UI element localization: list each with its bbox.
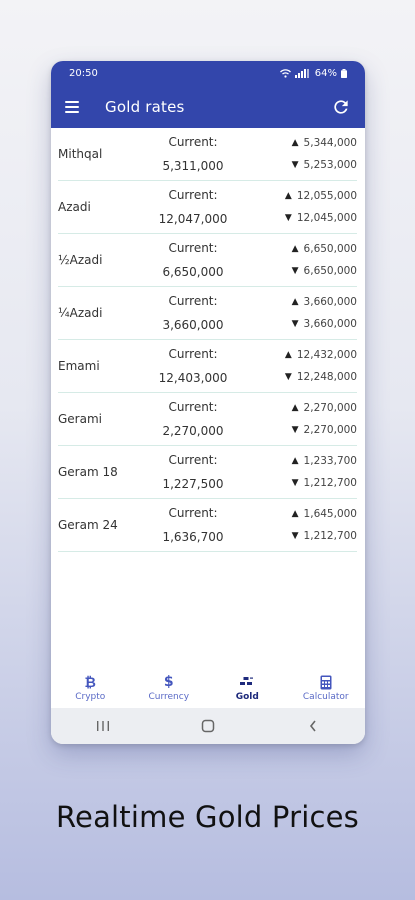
status-indicators: [280, 68, 347, 79]
rate-current: [138, 294, 248, 332]
current-label: Current:: [168, 135, 218, 149]
home-icon[interactable]: [188, 714, 228, 738]
bitcoin-icon: ₿: [84, 674, 96, 691]
rate-current: [138, 453, 248, 491]
arrow-up-icon: ▲: [291, 297, 299, 307]
app-bar: [51, 85, 365, 128]
rate-name: Geram 18: [58, 465, 118, 479]
current-value: 1,636,700: [162, 530, 224, 544]
nav-calculator[interactable]: [291, 674, 361, 702]
current-value: 3,660,000: [162, 318, 224, 332]
current-value: 12,403,000: [158, 371, 228, 385]
page-title: Gold rates: [105, 97, 185, 116]
high-value: 12,432,000: [296, 349, 357, 361]
rate-row[interactable]: [58, 181, 357, 234]
arrow-down-icon: ▼: [291, 531, 299, 541]
rate-name: Azadi: [58, 200, 91, 214]
rate-high-low: [248, 349, 357, 383]
rate-high-low: [248, 296, 357, 330]
arrow-down-icon: ▼: [291, 266, 299, 276]
low-value: 2,270,000: [303, 424, 357, 436]
rate-name: Gerami: [58, 412, 102, 426]
rate-name: ½Azadi: [58, 253, 103, 267]
arrow-up-icon: ▲: [284, 350, 292, 360]
rate-high-low: [248, 137, 357, 171]
rate-current: [138, 400, 248, 438]
system-nav-bar: [51, 708, 365, 744]
arrow-up-icon: ▲: [291, 138, 299, 148]
arrow-down-icon: ▼: [291, 319, 299, 329]
rate-high-low: [248, 243, 357, 277]
low-value: 3,660,000: [303, 318, 357, 330]
current-label: Current:: [168, 347, 218, 361]
phone-frame: [51, 61, 365, 744]
promo-caption: Realtime Gold Prices: [55, 800, 359, 834]
rate-current: [138, 188, 248, 226]
current-label: Current:: [168, 453, 218, 467]
arrow-down-icon: ▼: [284, 213, 292, 223]
rate-name: Emami: [58, 359, 100, 373]
rate-row[interactable]: [58, 234, 357, 287]
arrow-down-icon: ▼: [284, 372, 292, 382]
arrow-down-icon: ▼: [291, 425, 299, 435]
current-value: 5,311,000: [162, 159, 224, 173]
high-value: 1,645,000: [303, 508, 357, 520]
rate-current: [138, 347, 248, 385]
battery-icon: [341, 69, 347, 78]
arrow-up-icon: ▲: [291, 509, 299, 519]
low-value: 6,650,000: [303, 265, 357, 277]
rate-row[interactable]: [58, 499, 357, 552]
gold-bars-icon: [239, 674, 255, 690]
rate-current: [138, 241, 248, 279]
rate-row[interactable]: [58, 393, 357, 446]
low-value: 12,248,000: [296, 371, 357, 383]
rate-row[interactable]: [58, 340, 357, 393]
high-value: 1,233,700: [303, 455, 357, 467]
rate-row[interactable]: [58, 446, 357, 499]
calculator-icon: [320, 674, 332, 690]
arrow-up-icon: ▲: [284, 191, 292, 201]
refresh-icon[interactable]: [329, 95, 353, 119]
signal-icon: [295, 69, 311, 78]
rate-row[interactable]: [58, 287, 357, 340]
arrow-up-icon: ▲: [291, 244, 299, 254]
current-value: 2,270,000: [162, 424, 224, 438]
current-value: 6,650,000: [162, 265, 224, 279]
rate-high-low: [248, 508, 357, 542]
rate-current: [138, 135, 248, 173]
current-label: Current:: [168, 294, 218, 308]
dollar-icon: $: [163, 674, 174, 690]
high-value: 3,660,000: [303, 296, 357, 308]
rate-high-low: [248, 190, 357, 224]
current-label: Current:: [168, 506, 218, 520]
low-value: 1,212,700: [303, 530, 357, 542]
rate-name: Mithqal: [58, 147, 103, 161]
nav-label: Gold: [235, 692, 259, 702]
high-value: 6,650,000: [303, 243, 357, 255]
high-value: 5,344,000: [303, 137, 357, 149]
nav-gold[interactable]: [212, 674, 282, 702]
nav-currency[interactable]: [134, 674, 204, 702]
rate-list: [51, 128, 365, 552]
rate-row[interactable]: [58, 128, 357, 181]
battery-level: 64%: [314, 67, 337, 79]
current-label: Current:: [168, 241, 218, 255]
arrow-down-icon: ▼: [291, 478, 299, 488]
recent-apps-icon[interactable]: [83, 714, 123, 738]
current-label: Current:: [168, 188, 218, 202]
arrow-up-icon: ▲: [291, 456, 299, 466]
low-value: 5,253,000: [303, 159, 357, 171]
high-value: 2,270,000: [303, 402, 357, 414]
back-icon[interactable]: [293, 714, 333, 738]
current-label: Current:: [168, 400, 218, 414]
current-value: 12,047,000: [158, 212, 228, 226]
rate-high-low: [248, 455, 357, 489]
rate-current: [138, 506, 248, 544]
rate-high-low: [248, 402, 357, 436]
rate-name: ¼Azadi: [58, 306, 103, 320]
high-value: 12,055,000: [296, 190, 357, 202]
arrow-up-icon: ▲: [291, 403, 299, 413]
low-value: 12,045,000: [296, 212, 357, 224]
nav-label: Crypto: [75, 692, 106, 702]
menu-icon[interactable]: [65, 101, 79, 113]
low-value: 1,212,700: [303, 477, 357, 489]
nav-crypto[interactable]: [55, 674, 125, 702]
status-time: 20:50: [69, 67, 98, 79]
current-value: 1,227,500: [162, 477, 224, 491]
rate-name: Geram 24: [58, 518, 118, 532]
arrow-down-icon: ▼: [291, 160, 299, 170]
bottom-nav: [51, 668, 365, 708]
nav-label: Calculator: [302, 692, 349, 702]
status-bar: [51, 61, 365, 85]
nav-label: Currency: [148, 692, 190, 702]
wifi-icon: [280, 69, 291, 78]
